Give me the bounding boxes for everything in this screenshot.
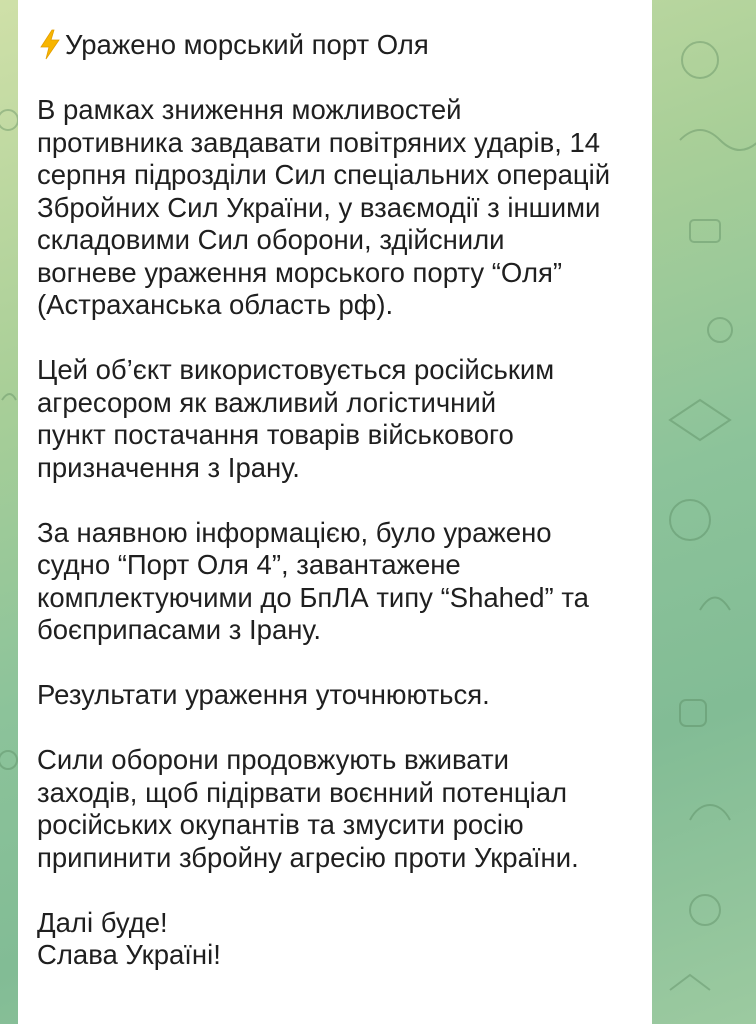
- message-paragraph-strike-report: В рамках зниження можливостей противника завдавати повітряних ударів, 14 серпня підрозділи Сил спеціальних операцій Збройних Сил України, у взаємодії з іншими складовими Сил оборони, здійснили вогневе ураження морського порту “Оля” (Астраханська область рф).: [37, 94, 611, 320]
- lightning-bolt-icon: [37, 28, 63, 61]
- message-paragraph-defense-forces: Сили оборони продовжують вживати заходів, щоб підірвати воєнний потенціал російських окупантів та змусити росію припинити збройну агресію проти України.: [37, 744, 579, 873]
- message-paragraph-object-purpose: Цей об’єкт використовується російським агресором як важливий логістичний пункт постачання товарів військового призначення з Ірану.: [37, 354, 555, 483]
- message-paragraph-vessel-hit: За наявною інформацією, було уражено судно “Порт Оля 4”, завантажене комплектуючими до БпЛА типу “Shahed” та боєприпасами з Ірану.: [37, 516, 589, 645]
- message-paragraph-results: Результати ураження уточнюються.: [37, 679, 490, 710]
- message-title: [37, 28, 630, 61]
- message-bubble[interactable]: [18, 0, 652, 1024]
- message-title-text: Уражено морський порт Оля: [65, 29, 429, 60]
- message-paragraph-closing: Далі буде! Слава Україні!: [37, 906, 221, 970]
